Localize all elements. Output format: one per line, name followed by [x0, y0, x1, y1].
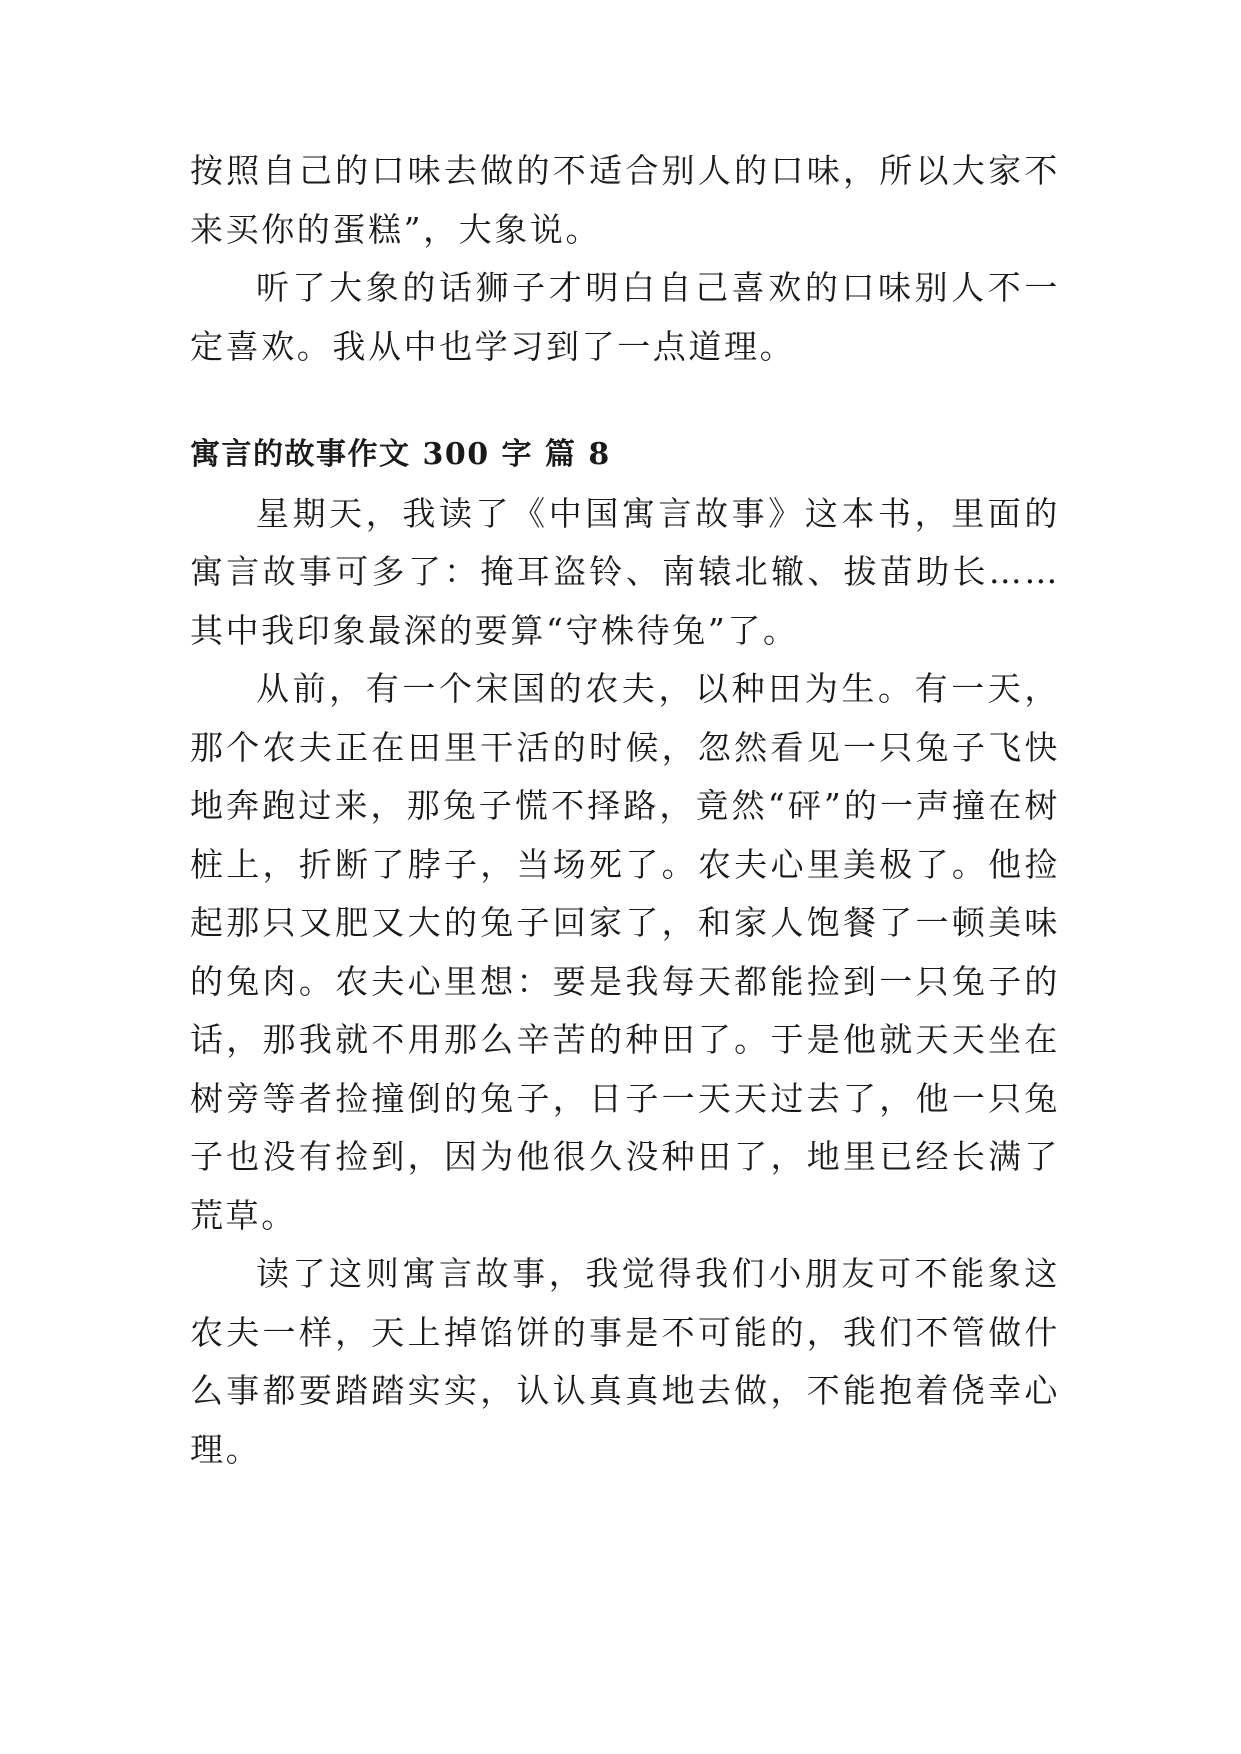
document-page	[190, 142, 1060, 1479]
paragraph-reflection: 读了这则寓言故事，我觉得我们小朋友可不能象这农夫一样，天上掉馅饼的事是不可能的，我们不管做什么事都要踏踏实实，认认真真地去做，不能抱着侥幸心理。	[190, 1254, 1060, 1469]
section-title: 寓言的故事作文 300 字 篇 8	[190, 437, 611, 472]
paragraph-intro: 星期天，我读了《中国寓言故事》这本书，里面的寓言故事可多了：掩耳盗铃、南辕北辙、拔苗助长……其中我印象最深的要算“守株待兔”了。	[190, 493, 1060, 650]
paragraph-conclusion: 听了大象的话狮子才明白自己喜欢的口味别人不一定喜欢。我从中也学习到了一点道理。	[190, 268, 1060, 366]
paragraph-continued: 按照自己的口味去做的不适合别人的口味，所以大家不来买你的蛋糕”，大象说。	[190, 151, 1060, 249]
paragraph-story: 从前，有一个宋国的农夫，以种田为生。有一天，那个农夫正在田里干活的时候，忽然看见一只兔子飞快地奔跑过来，那兔子慌不择路，竟然“砰”的一声撞在树桩上，折断了脖子，当场死了。农夫心里美极了。他捡起那只又肥又大的兔子回家了，和家人饱餐了一顿美味的兔肉。农夫心里想：要是我每天都能捡到一只兔子的话，那我就不用那么辛苦的种田了。于是他就天天坐在树旁等者捡撞倒的兔子，日子一天天过去了，他一只兔子也没有捡到，因为他很久没种田了，地里已经长满了荒草。	[190, 669, 1060, 1235]
